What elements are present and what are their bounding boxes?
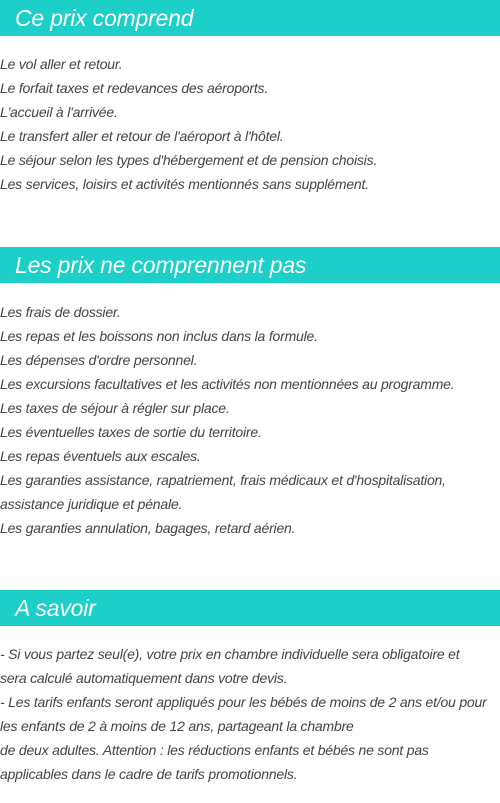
list-item: Le transfert aller et retour de l'aéroport à l'hôtel. xyxy=(0,128,284,144)
list-item: Le forfait taxes et redevances des aéroports. xyxy=(0,80,269,96)
list-item: L'accueil à l'arrivée. xyxy=(0,104,118,120)
list-item: Les repas éventuels aux escales. xyxy=(0,448,201,464)
list-item: - Si vous partez seul(e), votre prix en chambre individuelle sera obligatoire et xyxy=(0,646,460,662)
section-good-to-know xyxy=(0,590,500,786)
list-item: sera calculé automatiquement dans votre devis. xyxy=(0,670,288,686)
list-item: Les frais de dossier. xyxy=(0,304,121,320)
list-item: Les dépenses d'ordre personnel. xyxy=(0,352,198,368)
included-list xyxy=(0,52,500,196)
section-title-included: Ce prix comprend xyxy=(0,0,500,36)
section-title-good-to-know: A savoir xyxy=(0,590,500,626)
list-item: Le vol aller et retour. xyxy=(0,56,123,72)
list-item: de deux adultes. Attention : les réductions enfants et bébés ne sont pas xyxy=(0,742,429,758)
section-included xyxy=(0,0,500,196)
good-to-know-list xyxy=(0,642,500,786)
section-title-not-included: Les prix ne comprennent pas xyxy=(0,247,500,283)
list-item: applicables dans le cadre de tarifs promotionnels. xyxy=(0,766,298,782)
not-included-list xyxy=(0,300,500,540)
list-item: Les services, loisirs et activités mentionnés sans supplément. xyxy=(0,176,369,192)
list-item: Les repas et les boissons non inclus dans la formule. xyxy=(0,328,318,344)
list-item: assistance juridique et pénale. xyxy=(0,496,183,512)
list-item: Les excursions facultatives et les activités non mentionnées au programme. xyxy=(0,376,455,392)
section-not-included xyxy=(0,247,500,540)
list-item: - Les tarifs enfants seront appliqués pour les bébés de moins de 2 ans et/ou pour xyxy=(0,694,487,710)
list-item: Les garanties assistance, rapatriement, frais médicaux et d'hospitalisation, xyxy=(0,472,446,488)
list-item: Les garanties annulation, bagages, retard aérien. xyxy=(0,520,296,536)
list-item: Le séjour selon les types d'hébergement et de pension choisis. xyxy=(0,152,378,168)
list-item: Les taxes de séjour à régler sur place. xyxy=(0,400,230,416)
list-item: les enfants de 2 à moins de 12 ans, partageant la chambre xyxy=(0,718,354,734)
list-item: Les éventuelles taxes de sortie du territoire. xyxy=(0,424,262,440)
